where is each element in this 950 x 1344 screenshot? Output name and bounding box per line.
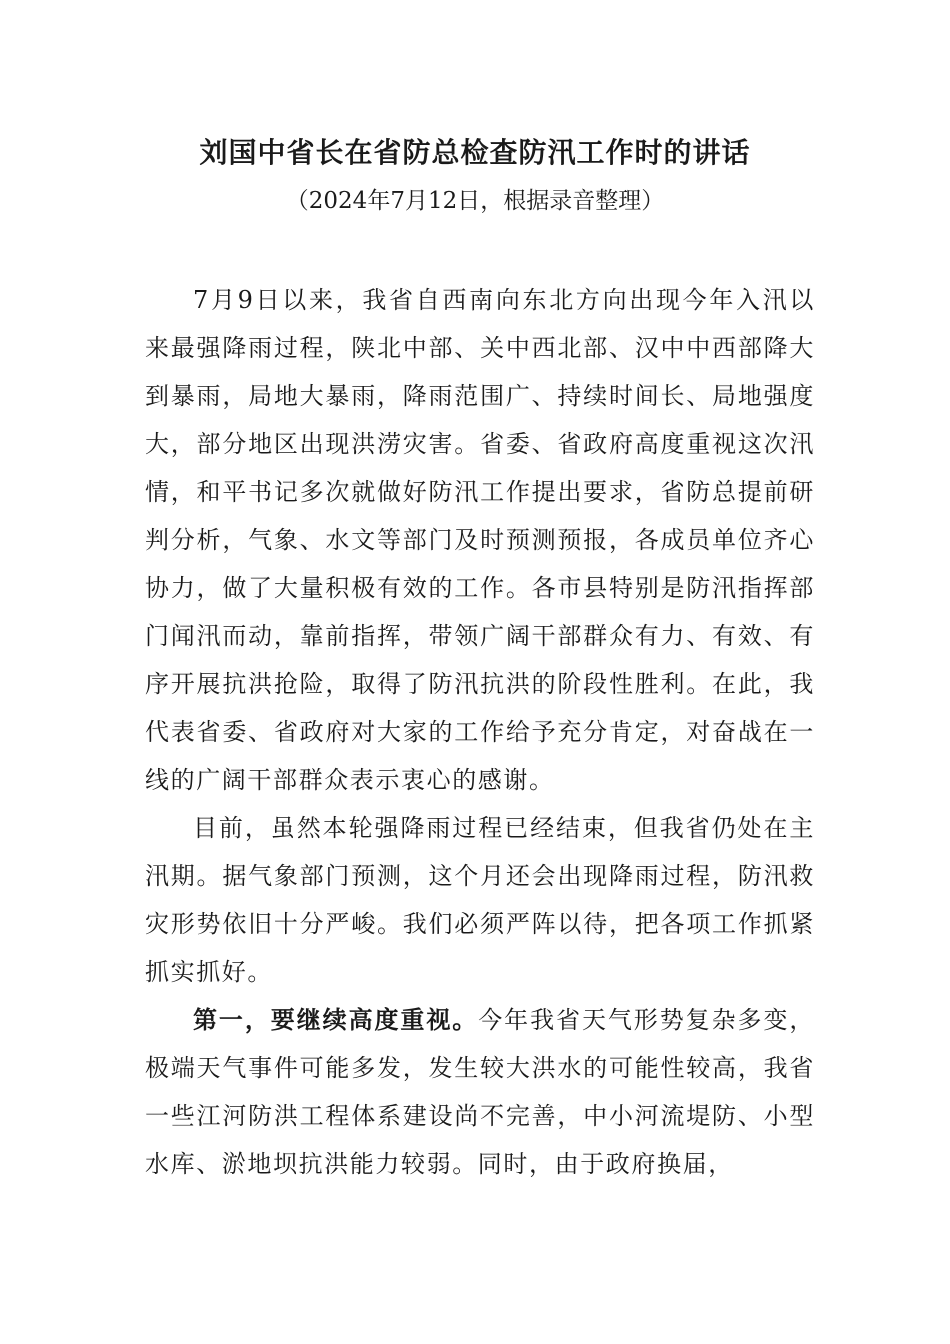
paragraph-3-text: 今年我省天气形势复杂多变，极端天气事件可能多发，发生较大洪水的可能性较高，我省一些江河防洪工程体系建设尚不完善，中小河流堤防、小型水库、淤地坝抗洪能力较弱。同时，由于政府换届， — [145, 1006, 815, 1178]
paragraph-2-text: 目前，虽然本轮强降雨过程已经结束，但我省仍处在主汛期。据气象部门预测，这个月还会出现降雨过程，防汛救灾形势依旧十分严峻。我们必须严阵以待，把各项工作抓紧抓实抓好。 — [145, 814, 815, 986]
paragraph-3-lead: 第一，要继续高度重视。 — [193, 1006, 479, 1034]
document-subtitle: （2024年7月12日，根据录音整理） — [285, 188, 665, 214]
paragraph-3 — [145, 996, 815, 1188]
document-title: 刘国中省长在省防总检查防汛工作时的讲话 — [199, 136, 751, 169]
paragraph-1 — [145, 276, 815, 804]
paragraph-1-text: 7月9日以来，我省自西南向东北方向出现今年入汛以来最强降雨过程，陕北中部、关中西北部、汉中中西部降大到暴雨，局地大暴雨，降雨范围广、持续时间长、局地强度大，部分地区出现洪涝灾害。省委、省政府高度重视这次汛情，和平书记多次就做好防汛工作提出要求，省防总提前研判分析，气象、水文等部门及时预测预报，各成员单位齐心协力，做了大量积极有效的工作。各市县特别是防汛指挥部门闻汛而动，靠前指挥，带领广阔干部群众有力、有效、有序开展抗洪抢险，取得了防汛抗洪的阶段性胜利。在此，我代表省委、省政府对大家的工作给予充分肯定，对奋战在一线的广阔干部群众表示衷心的感谢。 — [145, 286, 815, 794]
document-body — [145, 276, 815, 1188]
paragraph-2 — [145, 804, 815, 996]
